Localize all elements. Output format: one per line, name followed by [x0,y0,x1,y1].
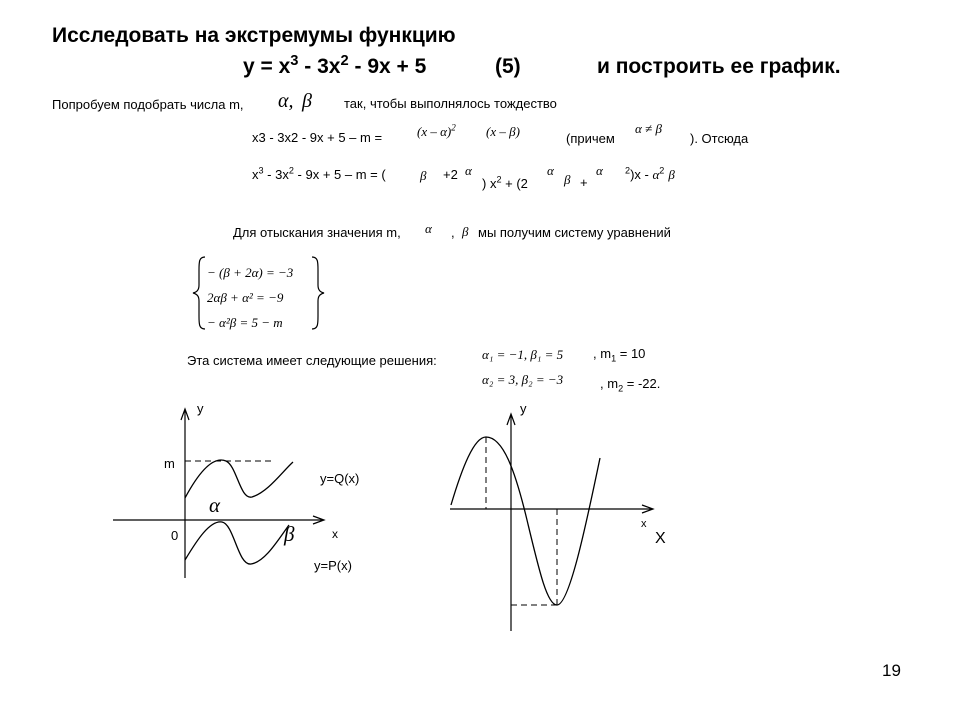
solution-1-m: , $m_1 = 10$ [593,346,646,364]
equation-number: (5) [495,55,521,78]
equation-1: − (β + 2α) = −3 [207,265,294,280]
identity-alpha-3: α [596,163,603,178]
left-beta-label: β [284,522,295,546]
intro-text: Попробуем подобрать числа m, [52,97,244,112]
intro-beta: β [302,90,312,112]
identity-beta-2: β [564,172,571,187]
find-text: Для отыскания значения m, [233,225,401,240]
curve-q [185,460,293,498]
find-beta: β [462,224,469,239]
system-right-brace [312,257,324,329]
equation-2: 2αβ + α² = −9 [207,290,284,305]
solution-1: α₁ = −1, β₁ = 5 [482,347,564,362]
left-m-label: m [164,456,175,471]
identity-factor-2: (x – β) [486,124,520,139]
p-label: y=P(x) [314,558,352,573]
q-label: y=Q(x) [320,471,360,486]
left-alpha-label: α [209,493,221,517]
identity-beta-1: β [420,168,427,183]
solutions-text: Эта система имеет следующие решения: [187,353,437,368]
identity-lhs: x3 - 3x2 - 9x + 5 – m = [252,130,383,145]
right-y-label: y [520,401,527,416]
identity-note-start: (причем [566,131,615,146]
identity-x2-term: ) $x^2 + (2$ [482,174,528,191]
left-origin-label: 0 [171,528,179,543]
curve-p [185,522,289,564]
identity-alpha-2: α [547,163,554,178]
find-text-2: мы получим систему уравнений [478,225,671,240]
heading-line-2-tail: и построить ее график. [597,55,841,78]
identity-x-term: $^2)x - \alpha^2$ β [625,165,675,182]
identity-factor-1: (x – α)$^2$ [417,122,456,139]
page-number: 19 [882,661,901,680]
identity-plus: + [580,175,588,190]
heading-line-1: Исследовать на экстремумы функцию [52,24,456,47]
function-formula: $y = x^3 - 3x^2 - 9x + 5$ [243,53,427,78]
intro-alpha: α, [278,90,294,112]
identity-expanded-start: $x^3 - 3x^2 - 9x + 5 - m$ = ( [252,165,386,182]
solution-2-m: , $m_2 = -22$. [600,376,661,394]
solution-2: α₂ = 3, β₂ = −3 [482,372,564,387]
identity-plus-2: +2 [443,167,458,182]
identity-note-end: ). Отсюда [690,131,749,146]
intro-text-2: так, чтобы выполнялось тождество [344,96,557,111]
find-comma: , [451,225,455,240]
identity-alpha-1: α [465,163,472,178]
right-x-small-label: x [641,518,647,530]
left-y-label: y [197,401,204,416]
cubic-curve [451,437,600,605]
equation-3: − α²β = 5 − m [207,315,283,330]
left-x-label: x [332,527,338,541]
identity-condition: α ≠ β [635,121,662,136]
right-x-big-label: X [655,530,666,547]
system-left-brace [193,257,205,329]
find-alpha: α [425,221,432,236]
